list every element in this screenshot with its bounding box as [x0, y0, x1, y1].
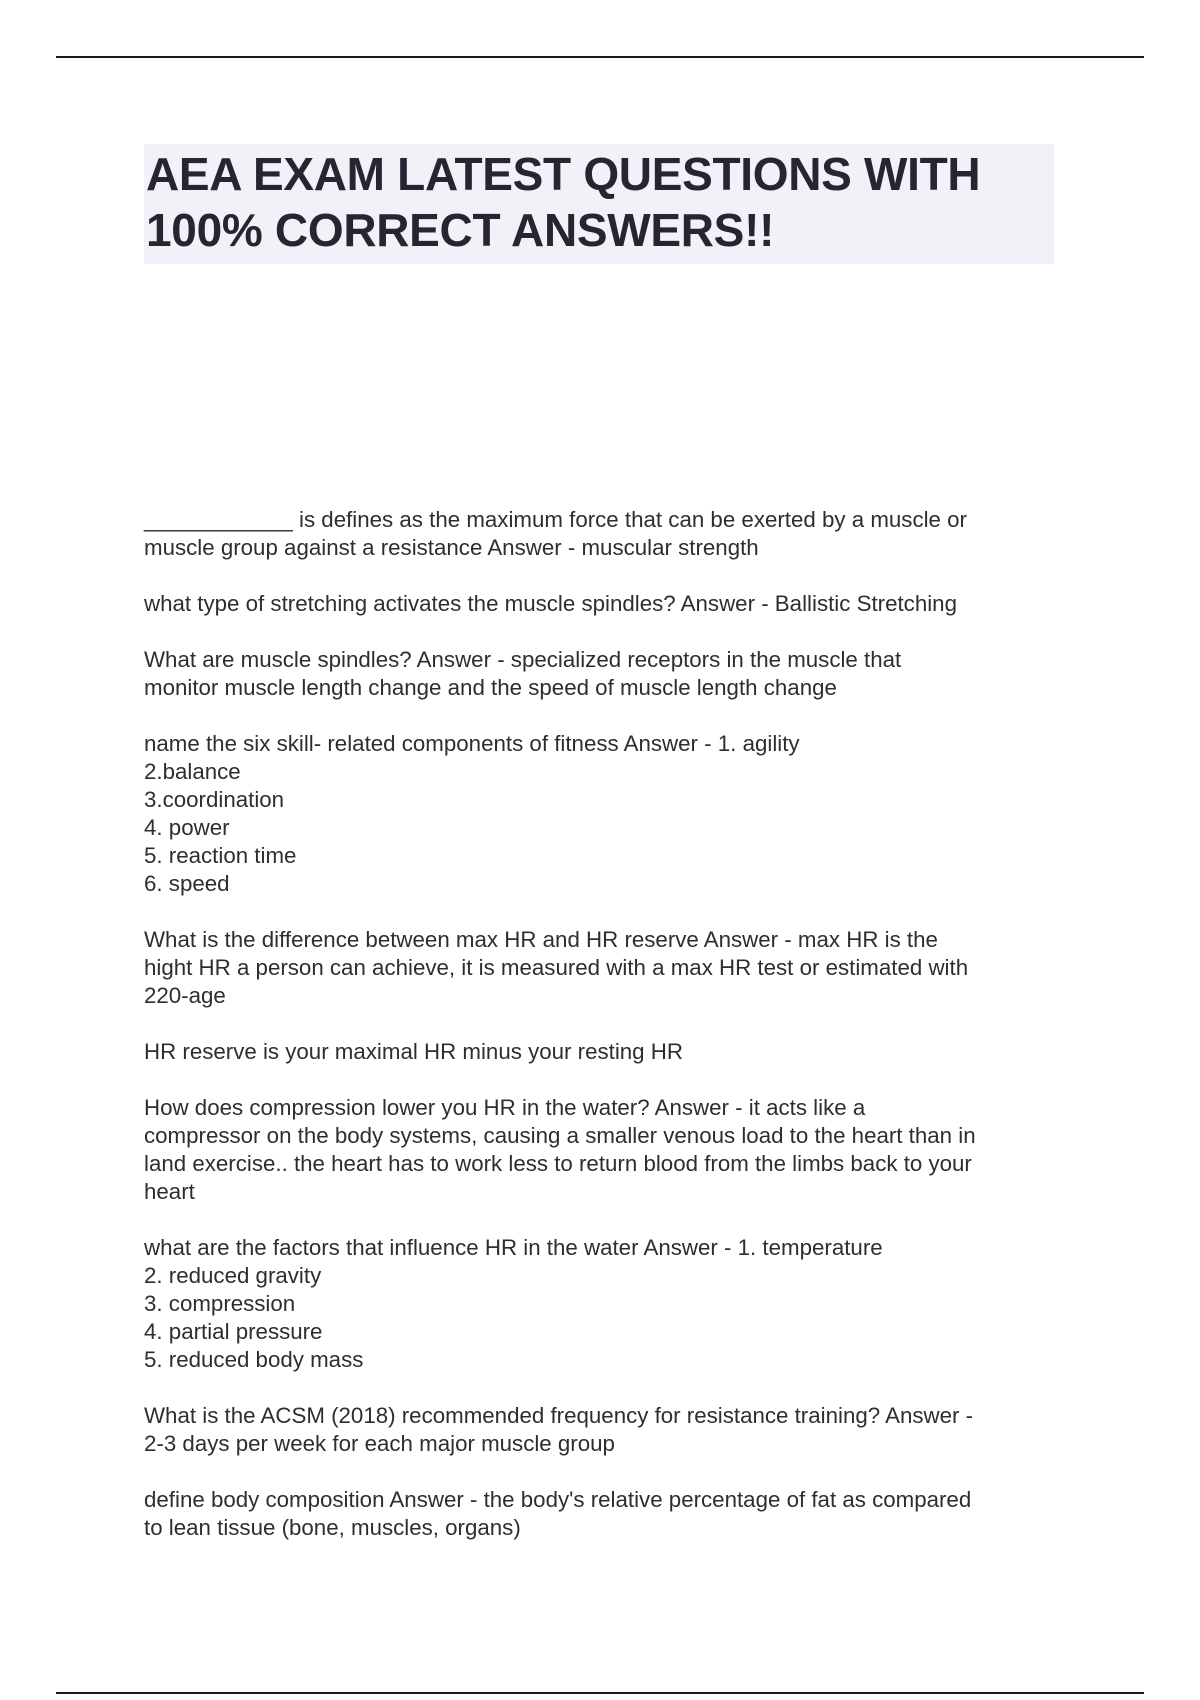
qa-line: hight HR a person can achieve, it is measured with a max HR test or estimated with	[144, 955, 969, 980]
qa-line: 3.coordination	[144, 787, 285, 812]
qa-line: land exercise.. the heart has to work less to return blood from the limbs back to your	[144, 1151, 972, 1176]
qa-line: 2-3 days per week for each major muscle group	[144, 1431, 615, 1456]
qa-line: what are the factors that influence HR in the water Answer - 1. temperature	[144, 1235, 883, 1260]
qa-line: muscle group against a resistance Answer - muscular strength	[144, 535, 759, 560]
qa-line: name the six skill- related components of fitness Answer - 1. agility	[144, 731, 800, 756]
qa-line: 5. reduced body mass	[144, 1347, 364, 1372]
qa-line: to lean tissue (bone, muscles, organs)	[144, 1515, 521, 1540]
qa-line: 4. power	[144, 815, 230, 840]
qa-line: define body composition Answer - the body's relative percentage of fat as compared	[144, 1487, 972, 1512]
qa-line: HR reserve is your maximal HR minus your resting HR	[144, 1039, 683, 1064]
qa-item-10	[144, 1486, 1064, 1542]
qa-item-7	[144, 1094, 1064, 1206]
qa-line: compressor on the body systems, causing a smaller venous load to the heart than in	[144, 1123, 976, 1148]
qa-line: ____________ is defines as the maximum force that can be exerted by a muscle or	[144, 507, 967, 532]
qa-line: 2. reduced gravity	[144, 1263, 322, 1288]
qa-item-6	[144, 1038, 1064, 1066]
qa-line: What are muscle spindles? Answer - specialized receptors in the muscle that	[144, 647, 902, 672]
bottom-rule	[56, 1692, 1144, 1694]
qa-line: monitor muscle length change and the speed of muscle length change	[144, 675, 837, 700]
title-line-2: 100% CORRECT ANSWERS!!	[146, 204, 775, 256]
qa-item-3	[144, 646, 1064, 702]
qa-item-8	[144, 1234, 1064, 1374]
qa-line: what type of stretching activates the muscle spindles? Answer - Ballistic Stretching	[144, 591, 957, 616]
qa-line: heart	[144, 1179, 195, 1204]
qa-item-1	[144, 506, 1064, 562]
qa-line: 6. speed	[144, 871, 230, 896]
title-line-1: AEA EXAM LATEST QUESTIONS WITH	[146, 148, 981, 200]
qa-content	[144, 506, 1064, 1570]
qa-line: 220-age	[144, 983, 226, 1008]
qa-line: What is the ACSM (2018) recommended frequency for resistance training? Answer -	[144, 1403, 974, 1428]
qa-line: 2.balance	[144, 759, 241, 784]
document-title	[146, 146, 1050, 258]
qa-line: 5. reaction time	[144, 843, 297, 868]
qa-item-9	[144, 1402, 1064, 1458]
qa-line: 4. partial pressure	[144, 1319, 323, 1344]
qa-line: What is the difference between max HR and HR reserve Answer - max HR is the	[144, 927, 938, 952]
qa-item-2	[144, 590, 1064, 618]
qa-line: 3. compression	[144, 1291, 296, 1316]
qa-item-4	[144, 730, 1064, 898]
qa-line: How does compression lower you HR in the water? Answer - it acts like a	[144, 1095, 866, 1120]
top-rule	[56, 56, 1144, 58]
qa-item-5	[144, 926, 1064, 1010]
document-title-block	[144, 144, 1054, 264]
